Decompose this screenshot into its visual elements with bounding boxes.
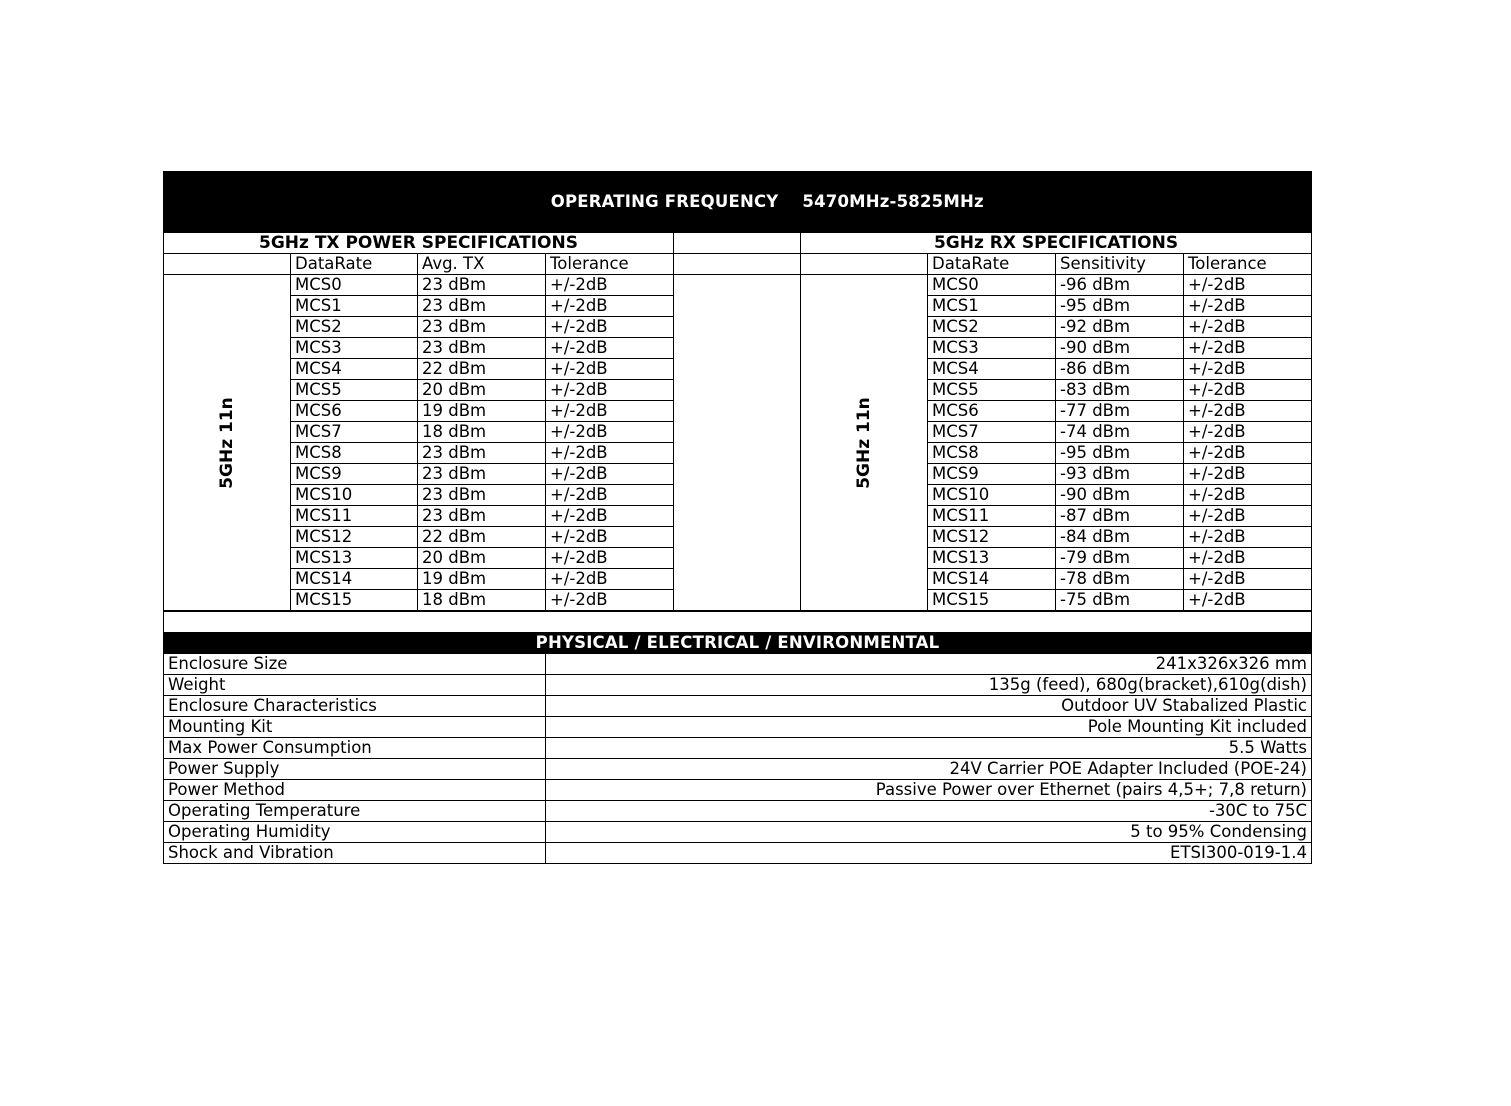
physical-value-cell: 24V Carrier POE Adapter Included (POE-24) (546, 759, 1312, 780)
tx-col-avg-tx: Avg. TX (418, 254, 546, 275)
rx-datarate-cell: MCS14 (928, 569, 1056, 590)
rx-datarate-cell: MCS12 (928, 527, 1056, 548)
rx-col-sensitivity: Sensitivity (1056, 254, 1184, 275)
tx-group-header (164, 254, 291, 275)
rx-datarate-cell: MCS6 (928, 401, 1056, 422)
tx-tolerance-cell: +/-2dB (546, 464, 674, 485)
physical-value-cell: 241x326x326 mm (546, 654, 1312, 675)
rx-sensitivity-cell: -74 dBm (1056, 422, 1184, 443)
rx-datarate-cell: MCS9 (928, 464, 1056, 485)
tx-avg-cell: 23 dBm (418, 338, 546, 359)
frequency-title: OPERATING FREQUENCY (550, 192, 779, 211)
rx-sensitivity-cell: -78 dBm (1056, 569, 1184, 590)
physical-row (164, 696, 1312, 717)
physical-label-cell: Operating Humidity (164, 822, 546, 843)
rx-datarate-cell: MCS10 (928, 485, 1056, 506)
tx-avg-cell: 18 dBm (418, 422, 546, 443)
tx-datarate-cell: MCS14 (291, 569, 418, 590)
tx-datarate-cell: MCS4 (291, 359, 418, 380)
physical-row (164, 654, 1312, 675)
rx-datarate-cell: MCS13 (928, 548, 1056, 569)
spec-sheet (163, 171, 1311, 864)
tx-datarate-cell: MCS10 (291, 485, 418, 506)
tx-datarate-cell: MCS6 (291, 401, 418, 422)
tx-tolerance-cell: +/-2dB (546, 485, 674, 506)
rx-datarate-cell: MCS8 (928, 443, 1056, 464)
rx-sensitivity-cell: -90 dBm (1056, 485, 1184, 506)
tx-avg-cell: 23 dBm (418, 443, 546, 464)
tx-col-tolerance: Tolerance (546, 254, 674, 275)
physical-label-cell: Shock and Vibration (164, 843, 546, 864)
rx-sensitivity-cell: -83 dBm (1056, 380, 1184, 401)
spec-row (164, 275, 1312, 296)
tx-tolerance-cell: +/-2dB (546, 422, 674, 443)
tx-tolerance-cell: +/-2dB (546, 338, 674, 359)
rx-col-datarate: DataRate (928, 254, 1056, 275)
rx-tolerance-cell: +/-2dB (1184, 275, 1312, 296)
tx-avg-cell: 23 dBm (418, 317, 546, 338)
physical-label-cell: Max Power Consumption (164, 738, 546, 759)
physical-header-row (164, 633, 1312, 654)
tx-tolerance-cell: +/-2dB (546, 590, 674, 611)
rx-sensitivity-cell: -86 dBm (1056, 359, 1184, 380)
rx-tolerance-cell: +/-2dB (1184, 359, 1312, 380)
spec-table (163, 171, 1312, 611)
rx-tolerance-cell: +/-2dB (1184, 422, 1312, 443)
rx-tolerance-cell: +/-2dB (1184, 548, 1312, 569)
tx-tolerance-cell: +/-2dB (546, 275, 674, 296)
tx-tolerance-cell: +/-2dB (546, 506, 674, 527)
tx-tolerance-cell: +/-2dB (546, 443, 674, 464)
spacer-cell (164, 612, 1312, 633)
tx-section-title: 5GHz TX POWER SPECIFICATIONS (164, 233, 674, 254)
rx-datarate-cell: MCS11 (928, 506, 1056, 527)
tx-group-label (164, 275, 291, 611)
tx-datarate-cell: MCS7 (291, 422, 418, 443)
tx-avg-cell: 23 dBm (418, 506, 546, 527)
rx-sensitivity-cell: -79 dBm (1056, 548, 1184, 569)
rx-datarate-cell: MCS4 (928, 359, 1056, 380)
tx-datarate-cell: MCS0 (291, 275, 418, 296)
frequency-header-row (164, 172, 1312, 233)
physical-value-cell: -30C to 75C (546, 801, 1312, 822)
tx-group-label-text: 5GHz 11n (217, 396, 237, 489)
tx-col-datarate: DataRate (291, 254, 418, 275)
rx-sensitivity-cell: -96 dBm (1056, 275, 1184, 296)
rx-tolerance-cell: +/-2dB (1184, 296, 1312, 317)
rx-datarate-cell: MCS7 (928, 422, 1056, 443)
rx-col-tolerance: Tolerance (1184, 254, 1312, 275)
physical-value-cell: Passive Power over Ethernet (pairs 4,5+; 7,8 return) (546, 780, 1312, 801)
physical-value-cell: Outdoor UV Stabalized Plastic (546, 696, 1312, 717)
section-title-row (164, 233, 1312, 254)
rx-sensitivity-cell: -90 dBm (1056, 338, 1184, 359)
physical-row (164, 843, 1312, 864)
rx-group-label-text: 5GHz 11n (854, 396, 874, 489)
physical-value-cell: Pole Mounting Kit included (546, 717, 1312, 738)
rx-datarate-cell: MCS5 (928, 380, 1056, 401)
physical-label-cell: Enclosure Size (164, 654, 546, 675)
frequency-range: 5470MHz-5825MHz (802, 192, 984, 211)
tx-tolerance-cell: +/-2dB (546, 317, 674, 338)
physical-label-cell: Enclosure Characteristics (164, 696, 546, 717)
rx-tolerance-cell: +/-2dB (1184, 506, 1312, 527)
rx-datarate-cell: MCS3 (928, 338, 1056, 359)
physical-header: PHYSICAL / ELECTRICAL / ENVIRONMENTAL (164, 633, 1312, 654)
tx-datarate-cell: MCS5 (291, 380, 418, 401)
tx-tolerance-cell: +/-2dB (546, 527, 674, 548)
rx-datarate-cell: MCS15 (928, 590, 1056, 611)
tx-tolerance-cell: +/-2dB (546, 296, 674, 317)
tx-datarate-cell: MCS1 (291, 296, 418, 317)
tx-datarate-cell: MCS15 (291, 590, 418, 611)
tx-avg-cell: 23 dBm (418, 275, 546, 296)
physical-row (164, 822, 1312, 843)
tx-datarate-cell: MCS8 (291, 443, 418, 464)
rx-tolerance-cell: +/-2dB (1184, 485, 1312, 506)
physical-row (164, 738, 1312, 759)
physical-row (164, 675, 1312, 696)
tx-datarate-cell: MCS2 (291, 317, 418, 338)
rx-tolerance-cell: +/-2dB (1184, 317, 1312, 338)
spacer-row (164, 612, 1312, 633)
rx-sensitivity-cell: -92 dBm (1056, 317, 1184, 338)
rx-tolerance-cell: +/-2dB (1184, 527, 1312, 548)
frequency-header (164, 172, 1312, 233)
rx-section-title: 5GHz RX SPECIFICATIONS (801, 233, 1312, 254)
tx-avg-cell: 18 dBm (418, 590, 546, 611)
physical-row (164, 801, 1312, 822)
spacer-cell (674, 233, 801, 254)
tx-tolerance-cell: +/-2dB (546, 380, 674, 401)
physical-label-cell: Operating Temperature (164, 801, 546, 822)
physical-row (164, 780, 1312, 801)
tx-datarate-cell: MCS3 (291, 338, 418, 359)
tx-avg-cell: 19 dBm (418, 569, 546, 590)
rx-sensitivity-cell: -75 dBm (1056, 590, 1184, 611)
tx-tolerance-cell: +/-2dB (546, 548, 674, 569)
spacer-cell (674, 275, 801, 611)
rx-sensitivity-cell: -93 dBm (1056, 464, 1184, 485)
physical-row (164, 717, 1312, 738)
rx-sensitivity-cell: -87 dBm (1056, 506, 1184, 527)
physical-value-cell: 5.5 Watts (546, 738, 1312, 759)
rx-group-header (801, 254, 928, 275)
tx-datarate-cell: MCS11 (291, 506, 418, 527)
tx-tolerance-cell: +/-2dB (546, 401, 674, 422)
column-header-row (164, 254, 1312, 275)
tx-datarate-cell: MCS9 (291, 464, 418, 485)
physical-label-cell: Power Method (164, 780, 546, 801)
rx-tolerance-cell: +/-2dB (1184, 338, 1312, 359)
tx-avg-cell: 22 dBm (418, 527, 546, 548)
physical-value-cell: 5 to 95% Condensing (546, 822, 1312, 843)
tx-avg-cell: 20 dBm (418, 548, 546, 569)
physical-table (163, 611, 1312, 864)
physical-value-cell: 135g (feed), 680g(bracket),610g(dish) (546, 675, 1312, 696)
physical-label-cell: Weight (164, 675, 546, 696)
tx-avg-cell: 23 dBm (418, 485, 546, 506)
rx-datarate-cell: MCS0 (928, 275, 1056, 296)
physical-label-cell: Mounting Kit (164, 717, 546, 738)
rx-tolerance-cell: +/-2dB (1184, 443, 1312, 464)
tx-avg-cell: 19 dBm (418, 401, 546, 422)
rx-tolerance-cell: +/-2dB (1184, 401, 1312, 422)
rx-tolerance-cell: +/-2dB (1184, 590, 1312, 611)
rx-tolerance-cell: +/-2dB (1184, 380, 1312, 401)
tx-avg-cell: 20 dBm (418, 380, 546, 401)
physical-row (164, 759, 1312, 780)
rx-datarate-cell: MCS2 (928, 317, 1056, 338)
spacer-cell (674, 254, 801, 275)
tx-datarate-cell: MCS13 (291, 548, 418, 569)
physical-label-cell: Power Supply (164, 759, 546, 780)
rx-datarate-cell: MCS1 (928, 296, 1056, 317)
tx-avg-cell: 22 dBm (418, 359, 546, 380)
tx-avg-cell: 23 dBm (418, 464, 546, 485)
rx-sensitivity-cell: -84 dBm (1056, 527, 1184, 548)
tx-tolerance-cell: +/-2dB (546, 569, 674, 590)
rx-sensitivity-cell: -95 dBm (1056, 443, 1184, 464)
rx-group-label (801, 275, 928, 611)
rx-tolerance-cell: +/-2dB (1184, 464, 1312, 485)
physical-value-cell: ETSI300-019-1.4 (546, 843, 1312, 864)
tx-tolerance-cell: +/-2dB (546, 359, 674, 380)
rx-tolerance-cell: +/-2dB (1184, 569, 1312, 590)
tx-datarate-cell: MCS12 (291, 527, 418, 548)
tx-avg-cell: 23 dBm (418, 296, 546, 317)
rx-sensitivity-cell: -95 dBm (1056, 296, 1184, 317)
rx-sensitivity-cell: -77 dBm (1056, 401, 1184, 422)
